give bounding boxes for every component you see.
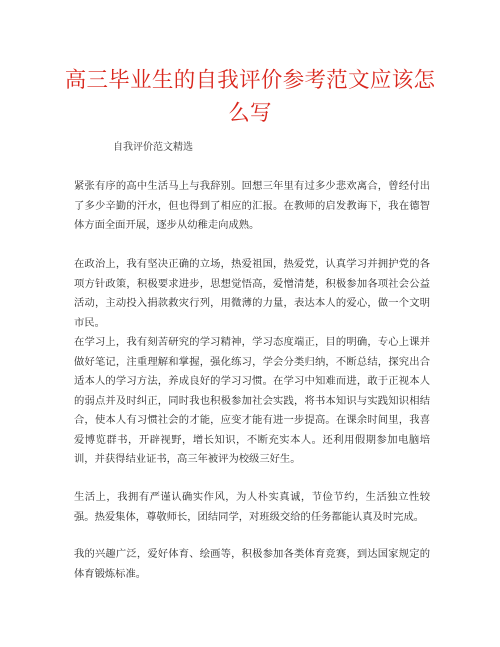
paragraph-intro: 紧张有序的高中生活马上与我辞别。回想三年里有过多少悲欢离合，曾经付出了多少辛勤的汗水，但也得到了相应的汇报。在教师的启发教诲下，我在德智体方面全面开展，逐步从幼稚走向成熟。 xyxy=(74,180,430,231)
document-title: 高三毕业生的自我评价参考范文应该怎么写 xyxy=(64,68,436,126)
paragraph-interests: 我的兴趣广泛，爱好体育、绘画等，积极参加各类体育竞赛，到达国家规定的体育锻炼标准。 xyxy=(74,548,430,580)
document-subtitle: 自我评价范文精选 xyxy=(113,142,193,153)
paragraph-life: 生活上，我拥有严谨认确实作风，为人朴实真诚，节俭节约，生活独立性较强。热爱集体，尊敬师长，团结同学，对班级交给的任务都能认真及时完成。 xyxy=(74,491,430,523)
paragraph-politics: 在政治上，我有坚决正确的立场，热爱祖国，热爱党，认真学习并拥护党的各项方针政策，积极要求进步，思想觉悟高，爱憎清楚，积极参加各项社会公益活动，主动投入捐款救灾行列，用微薄的力量，表达本人的爱心，做一个文明市民。 xyxy=(74,258,430,329)
paragraph-study: 在学习上，我有刻苦研究的学习精神，学习态度端正，目的明确，专心上课并做好笔记，注重理解和掌握，强化练习，学会分类归纳，不断总结，探究出合适本人的学习方法，养成良好的学习习惯。在学习中知难而进，敢于正视本人的弱点并及时纠正，同时我也积极参加社会实践，将书本知识与实践知识相结合，使本人有习惯社会的才能，应变才能有进一步提高。在课余时间里，我喜爱博览群书，开辟视野，增长知识，不断充实本人。还利用假期参加电脑培训，并获得结业证书，高三年被评为校级三好生。 xyxy=(74,336,430,465)
